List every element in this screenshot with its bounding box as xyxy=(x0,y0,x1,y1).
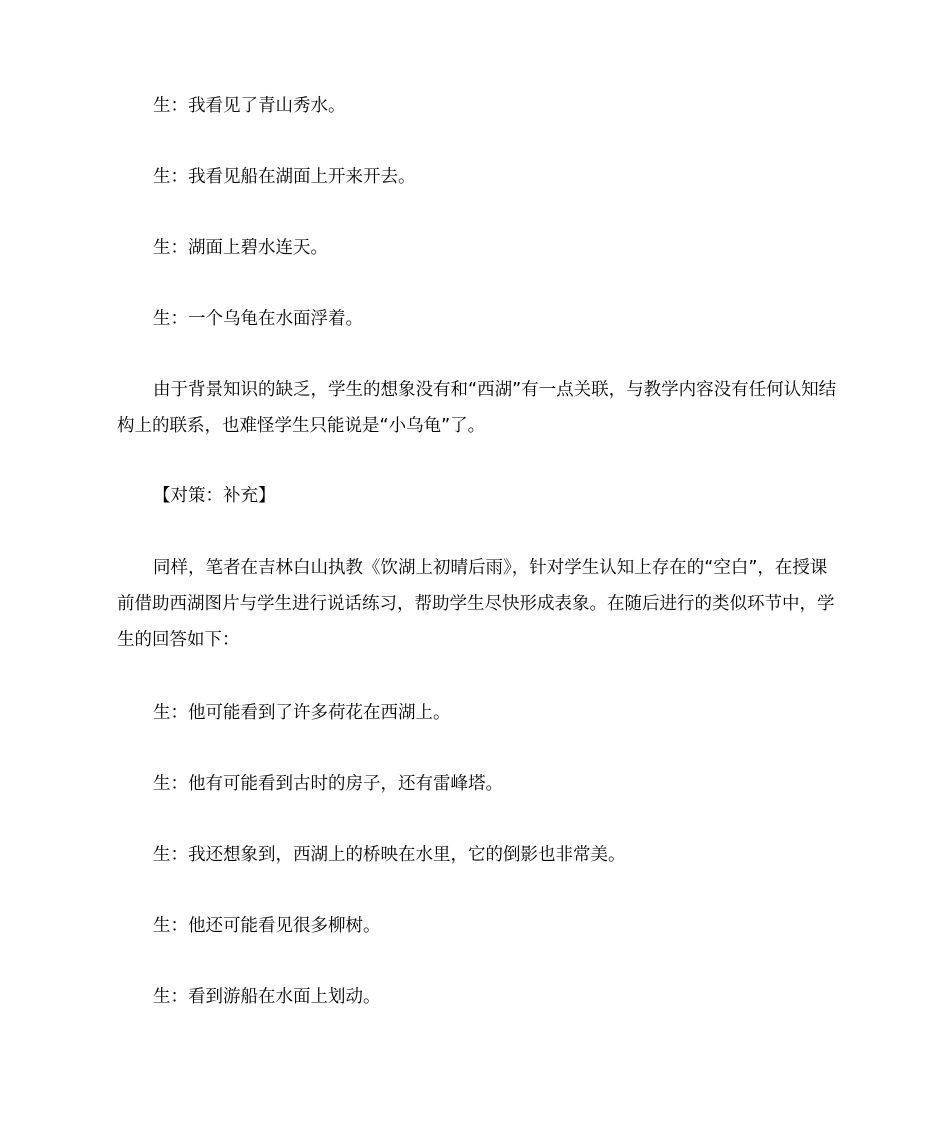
student-answer-paragraph: 生：他可能看到了许多荷花在西湖上。 xyxy=(153,703,451,723)
section-heading: 【对策：补充】 xyxy=(153,486,276,506)
student-answer-paragraph: 生：他有可能看到古时的房子，还有雷峰塔。 xyxy=(153,774,503,794)
student-answer-paragraph: 生：看到游船在水面上划动。 xyxy=(153,987,381,1007)
student-answer-paragraph: 生：我看见船在湖面上开来开去。 xyxy=(153,167,416,187)
student-answer-paragraph: 生：湖面上碧水连天。 xyxy=(153,238,328,258)
strategy-paragraph: 同样，笔者在吉林白山执教《饮湖上初晴后雨》，针对学生认知上存在的“空白”，在授课前借助西湖图片与学生进行说话练习，帮助学生尽快形成表象。在随后进行的类似环节中，学生的回答如下： xyxy=(117,558,835,650)
student-answer-paragraph: 生：我还想象到，西湖上的桥映在水里，它的倒影也非常美。 xyxy=(153,845,626,865)
student-answer-paragraph: 生：一个乌龟在水面浮着。 xyxy=(153,309,363,329)
student-answer-paragraph: 生：他还可能看见很多柳树。 xyxy=(153,916,381,936)
student-answer-paragraph: 生：我看见了青山秀水。 xyxy=(153,96,346,116)
analysis-paragraph: 由于背景知识的缺乏，学生的想象没有和“西湖”有一点关联，与教学内容没有任何认知结构上的联系，也难怪学生只能说是“小乌龟”了。 xyxy=(117,380,837,436)
